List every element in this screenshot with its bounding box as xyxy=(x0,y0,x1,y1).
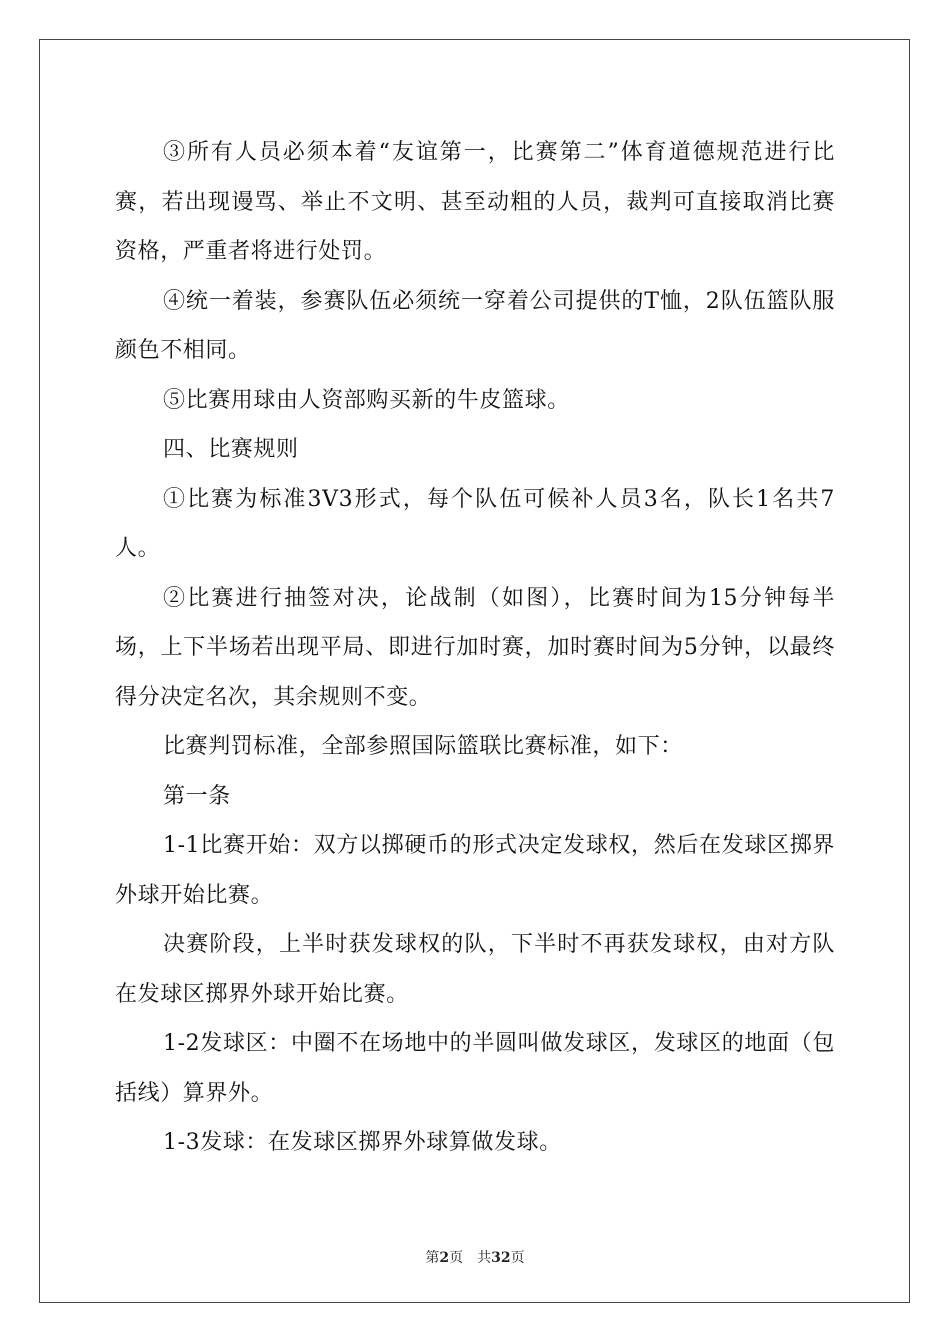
total-suffix: 页 xyxy=(510,1250,525,1266)
page-suffix: 页 xyxy=(449,1250,464,1266)
total-prefix: 共 xyxy=(477,1250,492,1266)
paragraph-standard: 比赛判罚标准，全部参照国际篮联比赛标准，如下： xyxy=(163,734,683,759)
paragraph-conduct: ③所有人员必须本着“友谊第一，比赛第二”体育道德规范进行比赛，若出现谩骂、举止不文明、甚至动粗的人员，裁判可直接取消比赛资格，严重者将进行处罚。 xyxy=(115,140,835,264)
article-heading: 第一条 xyxy=(163,783,231,809)
paragraph-final-stage: 决赛阶段，上半时获发球权的队，下半时不再获发球权，由对方队在发球区掷界外球开始比赛。 xyxy=(115,932,835,1007)
paragraph-rule-1-1: 1-1比赛开始：双方以掷硬币的形式决定发球权，然后在发球区掷界外球开始比赛。 xyxy=(115,833,835,908)
paragraph-rule-1-3: 1-3发球：在发球区掷界外球算做发球。 xyxy=(163,1130,562,1155)
current-page-number: 2 xyxy=(439,1250,450,1266)
page-prefix: 第 xyxy=(425,1250,440,1266)
paragraph-ball: ⑤比赛用球由人资部购买新的牛皮篮球。 xyxy=(163,387,570,413)
total-page-count: 32 xyxy=(491,1250,511,1266)
page-footer xyxy=(0,1247,950,1267)
section-heading-rules: 四、比赛规则 xyxy=(163,437,299,462)
paragraph-rule-1-2: 1-2发球区：中圈不在场地中的半圆叫做发球区，发球区的地面（包括线）算界外。 xyxy=(115,1031,835,1106)
paragraph-format: ①比赛为标准3V3形式，每个队伍可候补人员3名，队长1名共7人。 xyxy=(115,486,835,561)
document-body xyxy=(115,128,835,1168)
paragraph-uniform: ④统一着装，参赛队伍必须统一穿着公司提供的T恤，2队伍篮队服颜色不相同。 xyxy=(115,288,835,363)
paragraph-schedule: ②比赛进行抽签对决，论战制（如图），比赛时间为15分钟每半场，上下半场若出现平局、即进行加时赛，加时赛时间为5分钟，以最终得分决定名次，其余规则不变。 xyxy=(115,585,835,710)
